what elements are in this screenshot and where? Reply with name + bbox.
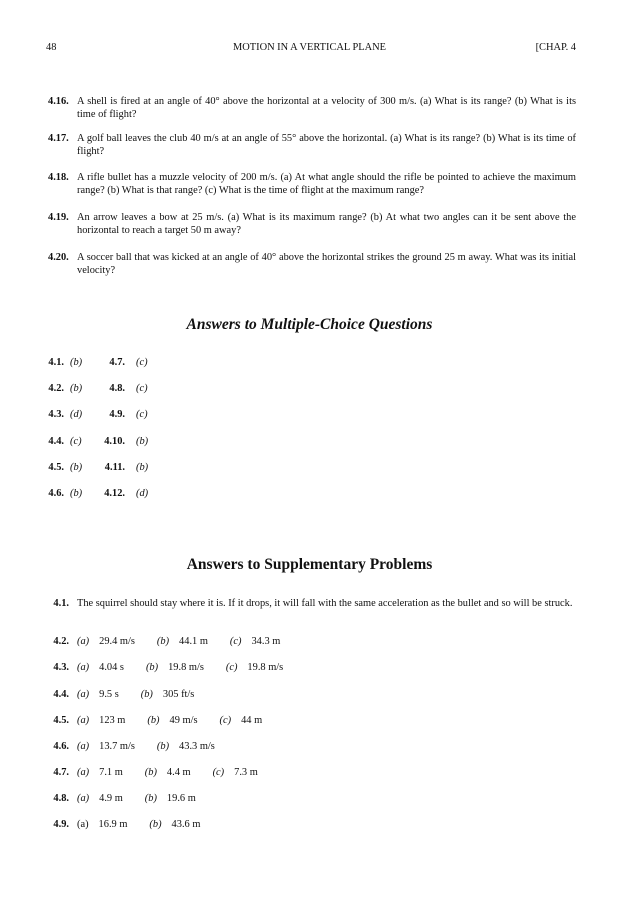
mc-answer-number: 4.8. [109, 383, 125, 395]
mc-answer-number: 4.10. [104, 435, 125, 447]
part-value: 29.4 m/s [99, 636, 135, 647]
supp-answer-number: 4.4. [53, 689, 69, 700]
supp-answer-number: 4.8. [53, 793, 69, 804]
part-label: (a) [77, 715, 90, 726]
supp-answer-item [30, 597, 576, 610]
answer-part [213, 766, 258, 779]
part-label: (b) [149, 819, 162, 830]
mc-answer-number: 4.2. [48, 383, 64, 395]
supp-answer-body [77, 714, 576, 727]
mc-answer-choice: (b) [136, 435, 149, 447]
mc-answer-choice: (c) [70, 435, 82, 447]
supp-answer-number: 4.7. [53, 767, 69, 778]
part-value: 13.7 m/s [99, 741, 135, 752]
part-value: 19.8 m/s [247, 662, 284, 673]
part-label: (a) [77, 793, 90, 804]
part-value: 7.1 m [99, 767, 123, 778]
mc-answer-choice: (b) [70, 488, 83, 499]
part-label: (a) [77, 689, 90, 700]
mc-answer-choice: (b) [70, 383, 83, 395]
answer-part [226, 661, 283, 674]
mc-answer-choice: (d) [136, 488, 149, 499]
part-value: 44.1 m [179, 636, 208, 647]
part-label: (b) [147, 715, 160, 726]
mc-section-heading: Answers to Multiple-Choice Questions [186, 316, 433, 333]
chapter-label: [CHAP. 4 [535, 42, 576, 53]
problem-item [48, 95, 576, 121]
answer-part [145, 766, 191, 779]
part-label: (c) [219, 715, 232, 726]
mc-answer-choice: (d) [70, 409, 83, 421]
part-label: (b) [140, 689, 153, 700]
problem-item [48, 251, 576, 277]
problem-item [48, 211, 576, 237]
part-value: 7.3 m [234, 767, 258, 778]
answer-part [147, 714, 197, 727]
answer-part [149, 818, 200, 831]
supp-answer-number: 4.1. [53, 598, 69, 609]
part-label: (b) [144, 793, 157, 804]
part-value: 4.4 m [166, 767, 191, 778]
answer-part [77, 635, 135, 648]
supp-answer-number: 4.5. [53, 715, 69, 726]
part-value: 4.04 s [99, 662, 124, 673]
answer-part [77, 714, 125, 727]
supp-answer-body [77, 740, 576, 753]
problem-text: A golf ball leaves the club 40 m/s at an angle of 55° above the horizontal. (a) What is its range? (b) What is its time of flight? [77, 133, 576, 157]
part-label: (a) [77, 767, 90, 778]
mc-answer-number: 4.7. [109, 357, 125, 368]
answer-part [146, 661, 204, 674]
part-label: (a) [77, 662, 90, 673]
mc-answer-number: 4.3. [48, 409, 64, 421]
supp-answer-item [30, 688, 576, 701]
part-label: (a) [77, 819, 89, 830]
problem-number: 4.20. [48, 252, 69, 263]
supp-answer-item [30, 766, 576, 779]
mc-answer-number: 4.1. [48, 357, 64, 368]
supp-answer-item [30, 635, 576, 648]
part-value: 43.3 m/s [179, 741, 215, 752]
part-label: (a) [77, 741, 90, 752]
mc-answer-choice: (b) [136, 461, 149, 473]
part-value: 305 ft/s [162, 689, 195, 700]
mc-answer-number: 4.4. [48, 435, 64, 447]
answer-part [77, 818, 127, 831]
part-label: (b) [144, 767, 157, 778]
answer-part [220, 714, 263, 727]
answer-part [145, 792, 196, 805]
mc-answer-number: 4.5. [48, 461, 64, 473]
answer-part [157, 740, 215, 753]
mc-answer-number: 4.9. [109, 409, 125, 421]
part-label: (a) [77, 636, 90, 647]
part-label: (b) [156, 636, 170, 647]
answer-part [157, 635, 208, 648]
part-value: 9.5 s [99, 689, 119, 700]
part-value: 34.3 m [251, 636, 281, 647]
answer-part [77, 766, 123, 779]
problem-number: 4.19. [48, 212, 69, 223]
supp-answer-body [77, 818, 576, 831]
page-number: 48 [46, 42, 57, 53]
problem-number: 4.17. [48, 133, 69, 144]
problem-text: A shell is fired at an angle of 40° above the horizontal at a velocity of 300 m/s. (a) What is its range? (b) What is its time of flight? [77, 96, 576, 120]
supp-section-heading: Answers to Supplementary Problems [186, 556, 433, 573]
mc-answer-choice: (b) [70, 357, 83, 368]
supp-answer-body [77, 635, 576, 648]
answer-part [141, 688, 195, 701]
mc-answer-choice: (b) [70, 461, 83, 473]
supp-answer-body [77, 661, 576, 674]
answer-part [230, 635, 280, 648]
problem-text: A soccer ball that was kicked at an angle of 40° above the horizontal strikes the ground 25 m away. What was its initial velocity? [77, 252, 576, 276]
problem-text: An arrow leaves a bow at 25 m/s. (a) What is its maximum range? (b) At what two angles can it be sent above the horizontal to reach a target 50 m away? [77, 212, 576, 236]
part-label: (c) [225, 662, 238, 673]
supp-answer-item [30, 714, 576, 727]
problem-item [48, 132, 576, 158]
mc-answer-choice: (c) [136, 383, 148, 395]
supp-answer-number: 4.9. [53, 819, 69, 830]
answer-part [77, 661, 124, 674]
part-value: 43.6 m [171, 819, 201, 830]
supp-answer-item [30, 661, 576, 674]
part-value: 4.9 m [99, 793, 123, 804]
problem-number: 4.16. [48, 96, 69, 107]
problem-text: A rifle bullet has a muzzle velocity of 200 m/s. (a) At what angle should the rifle be pointed to achieve the maximum range? (b) What is that range? (c) What is the time of flight at the maximum range? [77, 172, 576, 196]
mc-answer-number: 4.11. [104, 461, 125, 473]
part-value: 19.6 m [166, 793, 196, 804]
part-value: 49 m/s [169, 715, 198, 726]
part-value: 123 m [99, 715, 126, 726]
supp-answer-body [77, 688, 576, 701]
supp-answer-item [30, 792, 576, 805]
part-value: 19.8 m/s [168, 662, 204, 673]
part-label: (c) [229, 636, 242, 647]
running-title: MOTION IN A VERTICAL PLANE [233, 42, 386, 53]
supp-answer-number: 4.3. [53, 662, 69, 673]
supp-answer-body [77, 792, 576, 805]
supp-answer-body: The squirrel should stay where it is. If it drops, it will fall with the same acceleration as the bullet and so will be struck. [77, 598, 573, 609]
answer-part [77, 688, 119, 701]
supp-answer-number: 4.2. [53, 636, 69, 647]
supp-answer-body [77, 766, 576, 779]
supp-answer-item [30, 818, 576, 831]
answer-part [77, 740, 135, 753]
part-label: (c) [212, 767, 225, 778]
supp-answer-number: 4.6. [53, 741, 69, 752]
mc-answer-choice: (c) [136, 409, 148, 421]
mc-answer-number: 4.12. [104, 488, 125, 499]
part-value: 16.9 m [98, 819, 128, 830]
part-label: (b) [156, 741, 170, 752]
mc-answer-choice: (c) [136, 357, 148, 368]
part-value: 44 m [241, 715, 263, 726]
problem-item [48, 171, 576, 197]
mc-answer-number: 4.6. [48, 488, 64, 499]
problem-number: 4.18. [48, 172, 69, 183]
answer-part [77, 792, 123, 805]
supp-answer-item [30, 740, 576, 753]
part-label: (b) [145, 662, 159, 673]
